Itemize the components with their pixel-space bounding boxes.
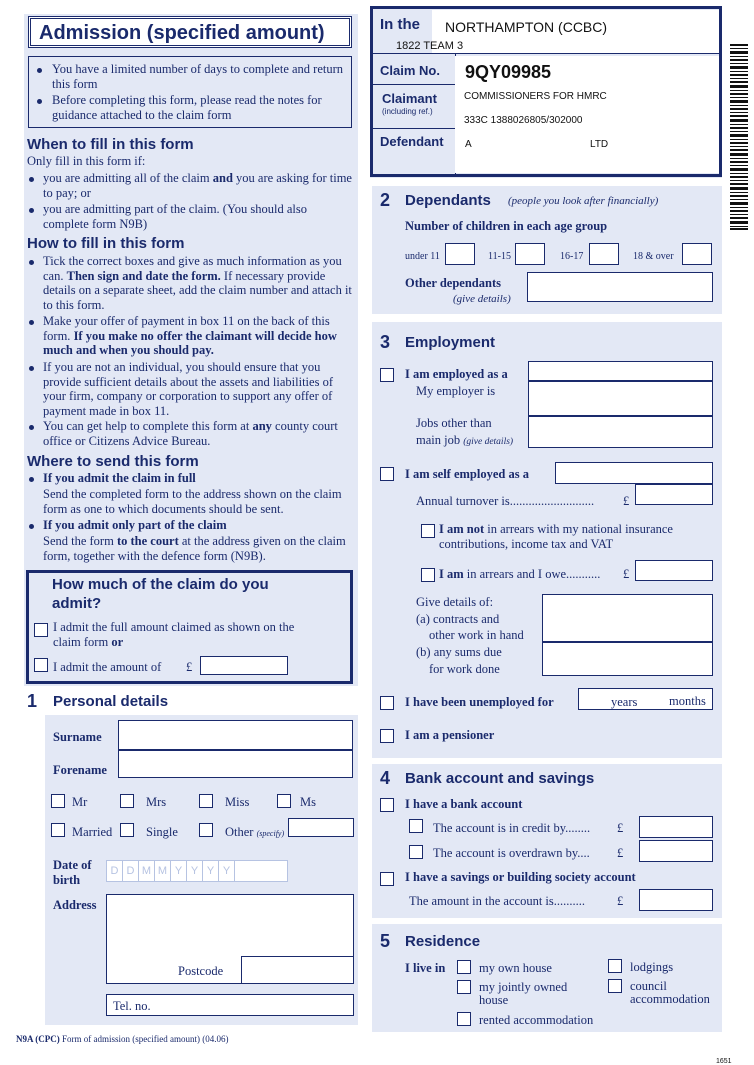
intro-bullet-2: Before completing this form, please read the notes for guidance attached to the claim form <box>52 93 322 122</box>
miss-checkbox[interactable] <box>199 794 213 808</box>
other-label: Other (specify) <box>225 825 285 839</box>
married-label: Married <box>72 825 113 839</box>
admit-full-label: I admit the full amount claimed as shown on the claim form or <box>53 620 295 649</box>
own-house-label: my own house <box>479 961 552 975</box>
sums-label-2: for work done <box>429 662 500 676</box>
mrs-label: Mrs <box>146 795 167 809</box>
unemployed-label: I have been unemployed for <box>405 695 554 709</box>
other-dependants-label: Other dependants <box>405 276 501 290</box>
mr-checkbox[interactable] <box>51 794 65 808</box>
savings-amount-input[interactable] <box>639 889 713 911</box>
contracts-label-2: other work in hand <box>429 628 524 642</box>
bullet-icon <box>29 366 34 371</box>
dob-digit: M <box>139 861 155 881</box>
children-label: Number of children in each age group <box>405 219 608 233</box>
savings-amount-label: The amount in the account is.......... <box>409 894 586 908</box>
where-part-heading: If you admit only part of the claim <box>43 518 227 532</box>
claim-number: 9QY09985 <box>465 62 552 82</box>
admit-amount-label: I admit the amount of <box>53 660 162 674</box>
credit-checkbox[interactable] <box>409 819 423 833</box>
other-dependants-sub: (give details) <box>453 293 511 305</box>
when-heading: When to fill in this form <box>27 136 194 153</box>
claimant-label: Claimant <box>382 91 437 106</box>
dob-digit: D <box>123 861 139 881</box>
rented-label: rented accommodation <box>479 1013 594 1027</box>
savings-label: I have a savings or building society account <box>405 870 636 884</box>
bank-heading: Bank account and savings <box>405 770 595 787</box>
unemployed-checkbox[interactable] <box>380 696 394 710</box>
age-18-over-input[interactable] <box>682 243 712 265</box>
postcode-label: Postcode <box>178 964 224 978</box>
overdrawn-input[interactable] <box>639 840 713 862</box>
age-11-15: 11-15 <box>488 251 511 262</box>
lodgings-checkbox[interactable] <box>608 959 622 973</box>
council-label-1: council <box>630 979 667 993</box>
defendant-name-b: LTD <box>590 139 609 150</box>
forename-input[interactable] <box>118 750 353 778</box>
dob-digit: M <box>155 861 171 881</box>
credit-currency: £ <box>617 821 624 835</box>
bullet-icon <box>29 425 34 430</box>
self-employed-input[interactable] <box>555 462 713 484</box>
bank-account-checkbox[interactable] <box>380 798 394 812</box>
when-bullet-1: you are admitting all of the claim and you are asking for time to pay; or <box>43 171 352 200</box>
turnover-input[interactable] <box>635 484 713 505</box>
pensioner-label: I am a pensioner <box>405 728 495 742</box>
page-code: 1651 <box>716 1058 732 1065</box>
form-footer: N9A (CPC) Form of admission (specified amount) (04.06) <box>16 1034 229 1044</box>
claimant-ref: 333C 1388026805/302000 <box>464 115 583 126</box>
jobs-label-1: Jobs other than <box>416 416 492 430</box>
employment-heading: Employment <box>405 334 496 351</box>
married-checkbox[interactable] <box>51 823 65 837</box>
bullet-icon <box>29 477 34 482</box>
where-full-text: Send the completed form to the address shown on the claim form as one to which documents should be sent. <box>43 487 342 516</box>
savings-currency: £ <box>617 894 624 908</box>
employed-label: I am employed as a <box>405 367 508 381</box>
admit-heading: How much of the claim do you admit? <box>52 576 269 612</box>
dob-input[interactable] <box>106 860 288 882</box>
address-label: Address <box>53 898 97 912</box>
title-box <box>28 16 352 48</box>
how-bullet-4: You can get help to complete this form at any county court office or Citizens Advice Bureau. <box>43 419 338 448</box>
header-divider <box>373 53 719 54</box>
credit-label: The account is in credit by........ <box>433 821 591 835</box>
arrears-label: I am in arrears and I owe........... <box>439 567 601 581</box>
other-specify-input[interactable] <box>288 818 354 837</box>
where-part-text: Send the form to the court at the address given on the claim form, together with the defence form (N9B). <box>43 534 346 563</box>
jobs-label-2: main job (give details) <box>416 433 514 447</box>
bank-account-label: I have a bank account <box>405 797 523 811</box>
where-heading: Where to send this form <box>27 453 199 470</box>
live-in-label: I live in <box>405 961 446 975</box>
council-checkbox[interactable] <box>608 979 622 993</box>
section-1-number: 1 <box>27 691 38 711</box>
arrears-input[interactable] <box>635 560 713 581</box>
defendant-name-a: A <box>465 139 472 150</box>
how-heading: How to fill in this form <box>27 235 185 252</box>
dependants-sub: (people you look after financially) <box>508 195 659 207</box>
tel-label: Tel. no. <box>113 999 151 1013</box>
bullet-icon <box>37 99 42 104</box>
single-label: Single <box>146 825 178 839</box>
other-dependants-input[interactable] <box>527 272 713 302</box>
ms-label: Ms <box>300 795 316 809</box>
personal-heading: Personal details <box>53 693 169 710</box>
bullet-icon <box>29 320 34 325</box>
dob-digit: Y <box>187 861 203 881</box>
turnover-currency: £ <box>623 494 630 508</box>
overdrawn-checkbox[interactable] <box>409 845 423 859</box>
when-bullet-2: you are admitting part of the claim. (You should also complete form N9B) <box>43 202 307 231</box>
court-team: 1822 TEAM 3 <box>396 40 464 52</box>
admit-amount-input[interactable] <box>200 656 288 675</box>
sums-input[interactable] <box>542 642 713 676</box>
contracts-input[interactable] <box>542 594 713 642</box>
sums-label-1: (b) any sums due <box>416 645 502 659</box>
employer-label: My employer is <box>416 384 496 398</box>
dob-digit: D <box>107 861 123 881</box>
arrears-checkbox[interactable] <box>421 568 435 582</box>
bullet-icon <box>29 524 34 529</box>
barcode <box>730 44 748 230</box>
self-employed-label: I am self employed as a <box>405 467 529 481</box>
age-16-17: 16-17 <box>560 251 584 262</box>
dob-digit: Y <box>203 861 219 881</box>
section-5-number: 5 <box>380 931 391 951</box>
defendant-label: Defendant <box>380 134 444 149</box>
not-arrears-label: I am not in arrears with my national insurance contributions, income tax and VAT <box>439 522 673 551</box>
court-name: NORTHAMPTON (CCBC) <box>445 19 608 35</box>
dob-digit: Y <box>219 861 235 881</box>
residence-heading: Residence <box>405 933 481 950</box>
age-11-15-input[interactable] <box>515 243 545 265</box>
overdrawn-currency: £ <box>617 846 624 860</box>
bullet-icon <box>29 208 34 213</box>
court-label: In the <box>380 16 420 33</box>
when-lead: Only fill in this form if: <box>27 154 146 168</box>
self-employed-checkbox[interactable] <box>380 467 394 481</box>
age-18-over: 18 & over <box>633 251 674 262</box>
mrs-checkbox[interactable] <box>120 794 134 808</box>
bullet-icon <box>29 260 34 265</box>
claim-label: Claim No. <box>380 63 440 78</box>
age-16-17-input[interactable] <box>589 243 619 265</box>
claimant-sub: (including ref.) <box>382 107 433 116</box>
where-full-heading: If you admit the claim in full <box>43 471 196 485</box>
dob-digit: Y <box>171 861 187 881</box>
not-arrears-checkbox[interactable] <box>421 524 435 538</box>
turnover-label: Annual turnover is........................... <box>416 494 595 508</box>
section-2-number: 2 <box>380 190 391 210</box>
admit-currency: £ <box>186 660 193 674</box>
other-checkbox[interactable] <box>199 823 213 837</box>
dependants-heading: Dependants <box>405 192 491 209</box>
mr-label: Mr <box>72 795 88 809</box>
council-label-2: accommodation <box>630 992 710 1006</box>
contracts-label-1: (a) contracts and <box>416 612 500 626</box>
miss-label: Miss <box>225 795 250 809</box>
age-under11: under 11 <box>405 251 440 262</box>
joint-house-checkbox[interactable] <box>457 980 471 994</box>
how-bullet-1: Tick the correct boxes and give as much information as you can. Then sign and date the form. If necessary provide details on a separate sheet, add the claim number and attach it to this form. <box>43 254 352 312</box>
dob-label: Date of birth <box>53 858 92 887</box>
page-title: Admission (specified amount) <box>39 22 325 44</box>
years-label: years <box>611 695 638 709</box>
joint-house-label-1: my jointly owned <box>479 980 568 994</box>
admit-full-checkbox[interactable] <box>34 623 48 637</box>
intro-bullet-1: You have a limited number of days to complete and return this form <box>52 62 344 91</box>
overdrawn-label: The account is overdrawn by.... <box>433 846 590 860</box>
other-jobs-input[interactable] <box>528 416 713 448</box>
pensioner-checkbox[interactable] <box>380 729 394 743</box>
age-under11-input[interactable] <box>445 243 475 265</box>
admit-amount-checkbox[interactable] <box>34 658 48 672</box>
savings-checkbox[interactable] <box>380 872 394 886</box>
how-bullet-3: If you are not an individual, you should ensure that you provide sufficient details about the assets and liabilities of your firm, company or corporation to support any offer of payment made in box 11. <box>43 360 333 418</box>
joint-house-label-2: house <box>479 993 509 1007</box>
how-bullet-2: Make your offer of payment in box 11 on the back of this form. If you make no offer the claimant will decide how much and when you should pay. <box>43 314 337 357</box>
bullet-icon <box>37 68 42 73</box>
employed-checkbox[interactable] <box>380 368 394 382</box>
months-label: months <box>669 694 706 708</box>
section-4-number: 4 <box>380 768 391 788</box>
single-checkbox[interactable] <box>120 823 134 837</box>
credit-input[interactable] <box>639 816 713 838</box>
bullet-icon <box>29 177 34 182</box>
employer-input[interactable] <box>528 381 713 416</box>
surname-input[interactable] <box>118 720 353 750</box>
ms-checkbox[interactable] <box>277 794 291 808</box>
own-house-checkbox[interactable] <box>457 960 471 974</box>
employed-as-input[interactable] <box>528 361 713 381</box>
lodgings-label: lodgings <box>630 960 674 974</box>
section-3-number: 3 <box>380 332 391 352</box>
postcode-input[interactable] <box>241 956 354 984</box>
claimant-name: COMMISSIONERS FOR HMRC <box>464 91 607 102</box>
forename-label: Forename <box>53 763 107 777</box>
give-details-label: Give details of: <box>416 595 494 609</box>
surname-label: Surname <box>53 730 102 744</box>
arrears-currency: £ <box>623 567 630 581</box>
rented-checkbox[interactable] <box>457 1012 471 1026</box>
